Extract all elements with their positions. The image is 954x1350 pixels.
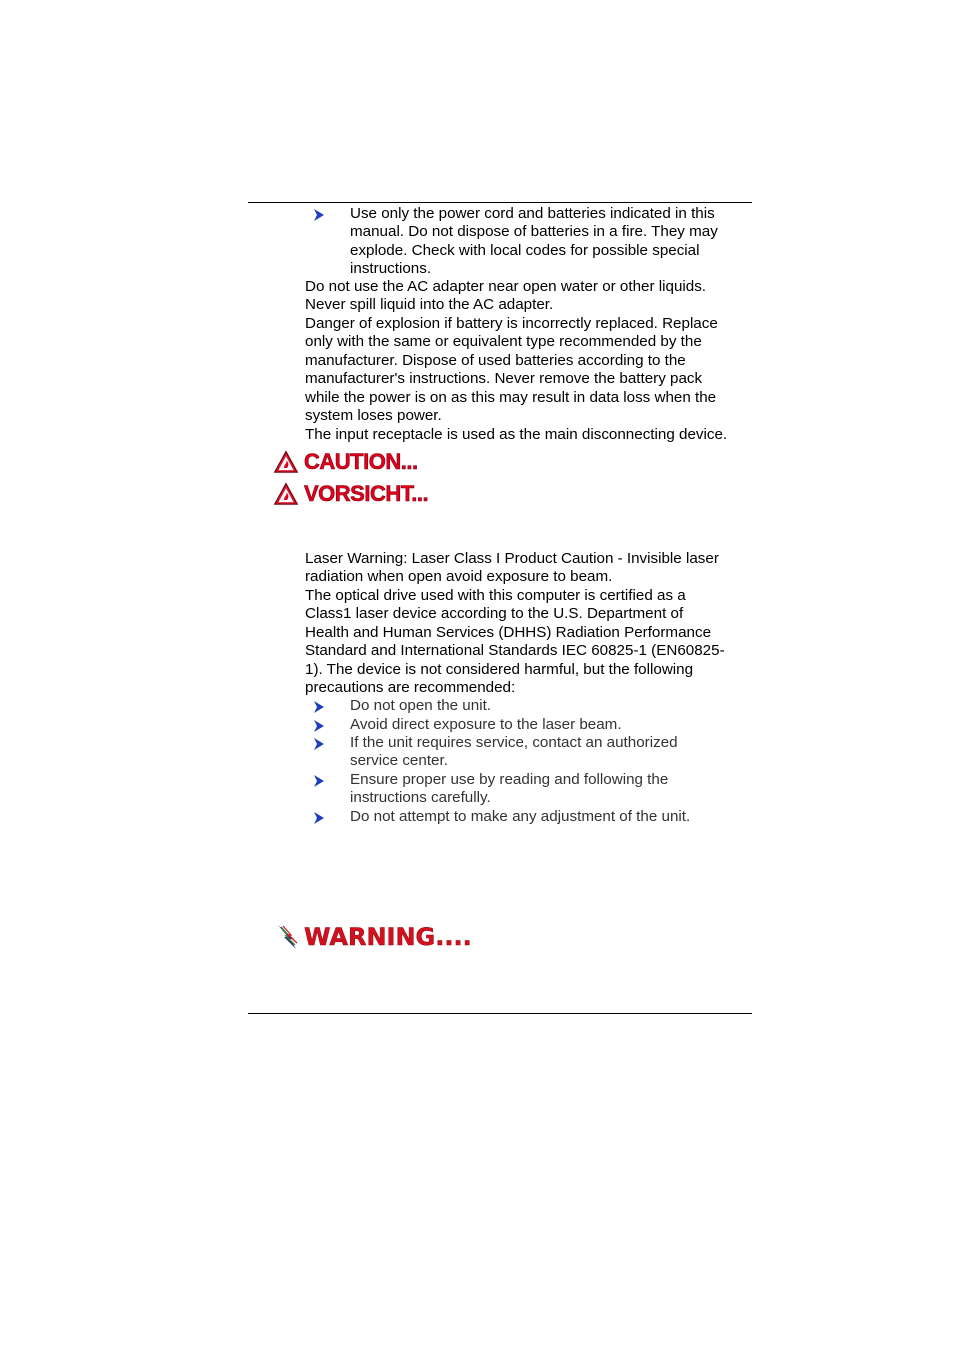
- bottom-rule: [248, 1013, 752, 1014]
- bullet-power-cord: Use only the power cord and batteries indicated in this manual. Do not dispose of batteries in a fire. They may explode. Check with local codes for possible special instructions.: [350, 205, 718, 278]
- vorsicht-label: VORSICHT...: [304, 481, 429, 506]
- warning-triangle-icon: [274, 482, 298, 506]
- precaution-item: If the unit requires service, contact an authorized service center.: [350, 734, 678, 770]
- arrowhead-bullet-icon: [313, 811, 325, 825]
- warning-heading: [276, 922, 472, 952]
- precaution-item: Ensure proper use by reading and following the instructions carefully.: [350, 771, 669, 807]
- caution-heading: [274, 449, 418, 475]
- warning-label: WARNING....: [304, 923, 472, 951]
- warning-triangle-icon: [274, 450, 298, 474]
- arrowhead-bullet-icon: [313, 719, 325, 733]
- arrowhead-bullet-icon: [313, 774, 325, 788]
- arrowhead-bullet-icon: [313, 737, 325, 751]
- paragraph-ac-adapter: Do not use the AC adapter near open water or other liquids. Never spill liquid into the AC adapter.: [305, 278, 707, 314]
- paragraph-input-receptacle: The input receptacle is used as the main disconnecting device.: [305, 426, 728, 443]
- vorsicht-heading: [274, 481, 428, 507]
- precaution-item: Do not attempt to make any adjustment of the unit.: [350, 808, 691, 825]
- precaution-item: Do not open the unit.: [350, 697, 492, 714]
- laser-warning-text: Laser Warning: Laser Class I Product Caution - Invisible laser radiation when open avoid exposure to beam.: [305, 550, 719, 586]
- laser-body-text: The optical drive used with this computer is certified as a Class1 laser device according to the U.S. Department of Health and Human Services (DHHS) Radiation Performance Standard and International Standards IEC 60825-1 (EN60825- 1). The device is not considered harmful, but the following precautions are recommended:: [305, 587, 725, 697]
- precaution-item: Avoid direct exposure to the laser beam.: [350, 716, 622, 733]
- lightning-bolt-icon: [276, 923, 302, 951]
- arrowhead-bullet-icon: [313, 700, 325, 714]
- paragraph-battery-danger: Danger of explosion if battery is incorrectly replaced. Replace only with the same or equivalent type recommended by the manufacturer. Dispose of used batteries according to the manufacturer's instructions. Never remove the battery pack while the power is on as this may result in data loss when the system loses power.: [305, 315, 718, 425]
- arrowhead-bullet-icon: [313, 208, 325, 222]
- caution-label: CAUTION...: [304, 449, 418, 474]
- top-rule: [248, 202, 752, 203]
